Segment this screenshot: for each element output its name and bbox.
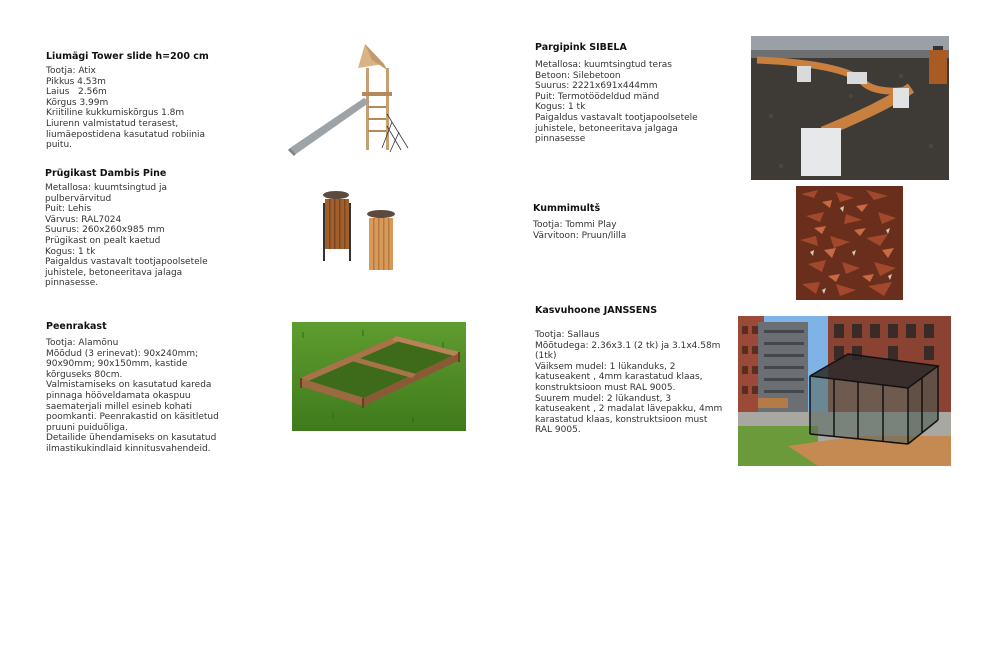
spec-line: Laius 2.56m [46,87,107,98]
bench-specs [535,60,740,145]
spec-line: Puit: Lehis [45,204,92,215]
greenhouse-image [738,316,951,466]
spec-line: Valmistamiseks on kasutatud kareda [46,380,212,391]
spec-line: Paigaldus vastavalt tootjapoolsetele [45,257,208,268]
spec-line: karastatud klaas, konstruktsioon must [535,414,708,425]
trash-specs [45,183,265,289]
trash-bin-image [318,190,402,274]
spec-line: Paigaldus vastavalt tootjapoolsetele [535,112,698,123]
spec-line: Prügikast on pealt kaetud [45,235,161,246]
spec-line: pinnaga hööveldamata okaspuu [46,390,191,401]
spec-line: katuseakent , 2 madalat lävepakku, 4mm [535,404,723,415]
spec-line: poomkanti. Peenrakastid on käsitletud [46,412,219,423]
spec-line: Värvus: RAL7024 [45,214,122,225]
bench-description [535,42,740,145]
spec-line: Kõrgus 3.99m [46,97,109,108]
spec-line: Mõõtudega: 2.36x3.1 (2 tk) ja 3.1x4.58m [535,340,721,351]
bed-title: Peenrakast [46,321,107,332]
mulch-specs [533,220,733,241]
mulch-title: Kummimultš [533,203,601,214]
spec-line: Väiksem mudel: 1 lükanduks, 2 [535,361,676,372]
greenhouse-specs [535,330,740,436]
spec-line: Värvitoon: Pruun/lilla [533,230,627,241]
bench-title: Pargipink SIBELA [535,42,627,53]
bed-description [46,321,276,455]
spec-line: RAL 9005. [535,425,581,436]
greenhouse-description [535,305,740,436]
spec-line: Liurenn valmistatud terasest, [46,118,179,129]
spec-line: Metallosa: kuumtsingtud teras [535,60,672,70]
slide-description [46,51,266,151]
bed-specs [46,338,276,455]
spec-line: (1tk) [535,351,557,362]
bench-image [751,36,949,180]
spec-line: pruuni puiduõliga. [46,422,128,433]
spec-line: konstruktsioon must RAL 9005. [535,382,676,393]
slide-title: Liumägi Tower slide h=200 cm [46,51,209,62]
spec-line: pulbervärvitud [45,193,112,204]
spec-line: saematerjali millel esineb kohati [46,401,193,412]
spec-line: Puit: Termotöödeldud mänd [535,91,660,102]
trash-title: Prügikast Dambis Pine [45,168,167,179]
slide-image [286,40,414,158]
slide-specs [46,66,266,151]
spec-line: Pikkus 4.53m [46,76,106,87]
spec-line: puitu. [46,140,73,151]
spec-line: Kogus: 1 tk [535,102,586,113]
spec-line: Metallosa: kuumtsingtud ja [45,183,168,193]
spec-line: pinnasesse [535,134,586,145]
spec-line: Betoon: Silebetoon [535,70,621,81]
spec-line: Tootja: Atix [46,66,96,76]
spec-line: Suurem mudel: 2 lükandust, 3 [535,393,672,404]
spec-line: juhistele, betoneeritava jalaga [45,267,183,278]
spec-line: Tootja: Alamõnu [46,338,119,348]
spec-line: Suurus: 2221x691x444mm [535,81,658,92]
spec-line: pinnasesse. [45,278,99,289]
trash-description [45,168,265,289]
spec-line: Tootja: Tommi Play [533,220,617,230]
spec-line: liumäepostidena kasutatud robiinia [46,129,206,140]
spec-line: 90x90mm; 90x150mm, kastide [46,359,188,370]
spec-line: Kogus: 1 tk [45,246,96,257]
spec-line: katuseakent , 4mm karastatud klaas, [535,372,703,383]
spec-line: ilmastikukindlaid kinnitusvahendeid. [46,443,211,454]
rubber-mulch-image [796,186,903,300]
spec-line: Kriitiline kukkumiskõrgus 1.8m [46,108,185,119]
greenhouse-title: Kasvuhoone JANSSENS [535,305,658,316]
spec-line: Suurus: 260x260x985 mm [45,225,165,236]
spec-line: Mõõdud (3 erinevat): 90x240mm; [46,348,199,359]
spec-line: kõrguseks 80cm. [46,369,123,380]
raised-bed-image [292,322,466,431]
spec-line: Tootja: Sallaus [535,330,600,340]
spec-line: juhistele, betoneeritava jalgaga [535,123,678,134]
mulch-description [533,203,733,241]
spec-line: Detailide ühendamiseks on kasutatud [46,433,217,444]
